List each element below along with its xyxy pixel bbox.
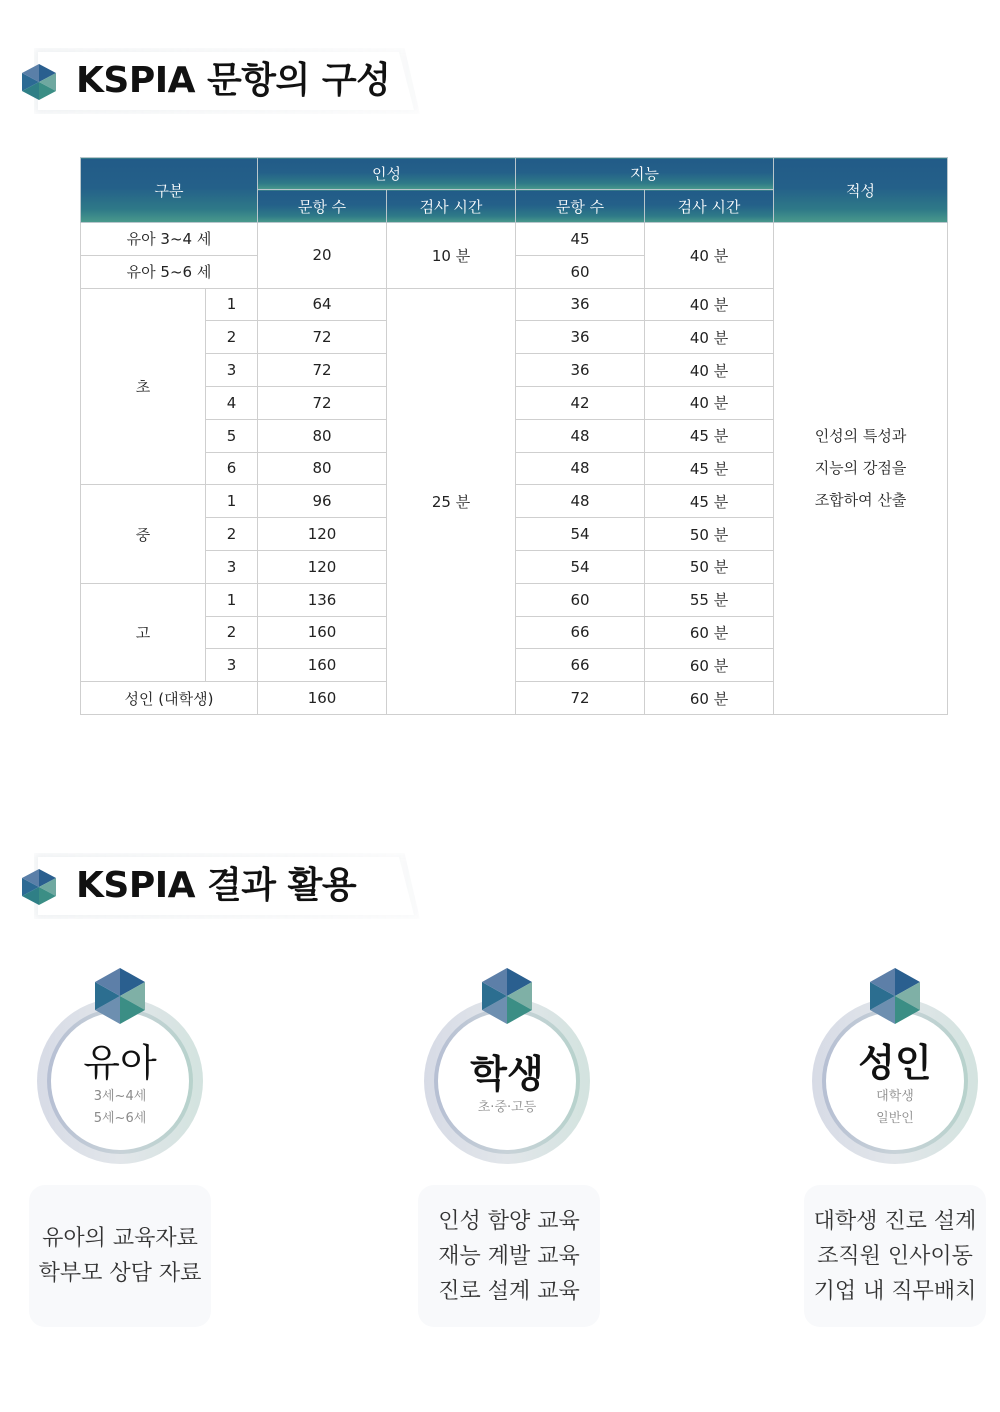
intelligence-items: 54 xyxy=(516,518,645,551)
intelligence-items: 54 xyxy=(516,550,645,583)
grade: 2 xyxy=(206,616,258,649)
usage-desc: 인성 함양 교육 xyxy=(438,1208,580,1234)
intelligence-items: 36 xyxy=(516,321,645,354)
intelligence-time: 40 분 xyxy=(645,288,774,321)
intelligence-items: 36 xyxy=(516,354,645,387)
personality-items: 136 xyxy=(258,583,387,616)
usage-desc: 학부모 상담 자료 xyxy=(38,1261,202,1286)
composition-table xyxy=(80,157,948,715)
intelligence-time: 40 분 xyxy=(645,386,774,419)
grade: 3 xyxy=(206,354,258,387)
header-aptitude: 적성 xyxy=(774,158,948,223)
section-title-usage xyxy=(20,857,420,915)
header-category: 구분 xyxy=(81,158,258,223)
row-label: 유아 3~4 세 xyxy=(81,223,258,256)
hexagon-icon xyxy=(95,968,145,1024)
personality-time: 25 분 xyxy=(387,288,516,714)
usage-desc: 진로 설계 교육 xyxy=(438,1278,580,1304)
usage-sub: 일반인 xyxy=(876,1111,914,1126)
personality-time: 10 분 xyxy=(387,223,516,289)
intelligence-time: 60 분 xyxy=(645,616,774,649)
row-label: 유아 5~6 세 xyxy=(81,255,258,288)
hexagon-icon xyxy=(22,869,56,905)
row-label: 성인 (대학생) xyxy=(81,682,258,715)
intelligence-time: 40 분 xyxy=(645,321,774,354)
intelligence-items: 72 xyxy=(516,682,645,715)
group-high: 고 xyxy=(81,583,206,681)
section-title-composition xyxy=(20,52,420,110)
intelligence-time: 60 분 xyxy=(645,649,774,682)
grade: 1 xyxy=(206,485,258,518)
usage-ring-student xyxy=(424,998,590,1164)
intelligence-time: 45 분 xyxy=(645,485,774,518)
grade: 1 xyxy=(206,288,258,321)
personality-items: 160 xyxy=(258,616,387,649)
intelligence-items: 45 xyxy=(516,223,645,256)
section-title-text: KSPIA 결과 활용 xyxy=(76,865,357,906)
usage-card-student xyxy=(418,1185,600,1327)
intelligence-time: 55 분 xyxy=(645,583,774,616)
header-intelligence-time: 검사 시간 xyxy=(645,190,774,223)
usage-card-adult xyxy=(804,1185,986,1327)
personality-items: 80 xyxy=(258,419,387,452)
header-personality-items: 문항 수 xyxy=(258,190,387,223)
hexagon-icon xyxy=(870,968,920,1024)
usage-title: 성인 xyxy=(858,1041,932,1085)
grade: 1 xyxy=(206,583,258,616)
intelligence-items: 60 xyxy=(516,255,645,288)
intelligence-time: 45 분 xyxy=(645,452,774,485)
usage-desc: 기업 내 직무배치 xyxy=(813,1278,977,1304)
table-row xyxy=(81,223,948,256)
header-intelligence: 지능 xyxy=(516,158,774,190)
personality-items: 120 xyxy=(258,550,387,583)
section-title-text: KSPIA 문항의 구성 xyxy=(76,60,391,101)
personality-items: 160 xyxy=(258,649,387,682)
usage-ring-adult xyxy=(812,998,978,1164)
intelligence-time: 60 분 xyxy=(645,682,774,715)
usage-desc: 조직원 인사이동 xyxy=(817,1243,973,1269)
header-personality-time: 검사 시간 xyxy=(387,190,516,223)
usage-sub: 대학생 xyxy=(876,1089,914,1104)
hexagon-icon xyxy=(482,968,532,1024)
group-elementary: 초 xyxy=(81,288,206,485)
personality-items: 120 xyxy=(258,518,387,551)
header-personality: 인성 xyxy=(258,158,516,190)
grade: 4 xyxy=(206,386,258,419)
personality-items: 72 xyxy=(258,321,387,354)
grade: 2 xyxy=(206,321,258,354)
usage-desc: 대학생 진로 설계 xyxy=(813,1208,977,1234)
usage-title: 유아 xyxy=(83,1041,157,1085)
grade: 3 xyxy=(206,649,258,682)
usage-desc: 재능 계발 교육 xyxy=(438,1243,580,1269)
intelligence-items: 48 xyxy=(516,485,645,518)
intelligence-items: 48 xyxy=(516,452,645,485)
intelligence-time: 40 분 xyxy=(645,354,774,387)
aptitude-note: 인성의 특성과 지능의 강점을 조합하여 산출 xyxy=(774,223,948,715)
usage-title: 학생 xyxy=(470,1052,544,1096)
grade: 3 xyxy=(206,550,258,583)
usage-sub: 5세~6세 xyxy=(93,1111,147,1126)
intelligence-time: 40 분 xyxy=(645,223,774,289)
personality-items: 20 xyxy=(258,223,387,289)
personality-items: 64 xyxy=(258,288,387,321)
intelligence-time: 50 분 xyxy=(645,518,774,551)
intelligence-time: 50 분 xyxy=(645,550,774,583)
header-intelligence-items: 문항 수 xyxy=(516,190,645,223)
usage-sub: 초·중·고등 xyxy=(477,1100,537,1115)
grade: 6 xyxy=(206,452,258,485)
personality-items: 96 xyxy=(258,485,387,518)
usage-ring-preschool xyxy=(37,998,203,1164)
usage-desc: 유아의 교육자료 xyxy=(42,1226,198,1251)
intelligence-items: 66 xyxy=(516,616,645,649)
grade: 2 xyxy=(206,518,258,551)
intelligence-items: 48 xyxy=(516,419,645,452)
intelligence-items: 60 xyxy=(516,583,645,616)
intelligence-items: 66 xyxy=(516,649,645,682)
personality-items: 80 xyxy=(258,452,387,485)
group-middle: 중 xyxy=(81,485,206,583)
usage-sub: 3세~4세 xyxy=(93,1089,147,1104)
personality-items: 72 xyxy=(258,354,387,387)
usage-card-preschool xyxy=(29,1185,211,1327)
grade: 5 xyxy=(206,419,258,452)
hexagon-icon xyxy=(22,64,56,100)
intelligence-time: 45 분 xyxy=(645,419,774,452)
intelligence-items: 42 xyxy=(516,386,645,419)
personality-items: 72 xyxy=(258,386,387,419)
intelligence-items: 36 xyxy=(516,288,645,321)
personality-items: 160 xyxy=(258,682,387,715)
